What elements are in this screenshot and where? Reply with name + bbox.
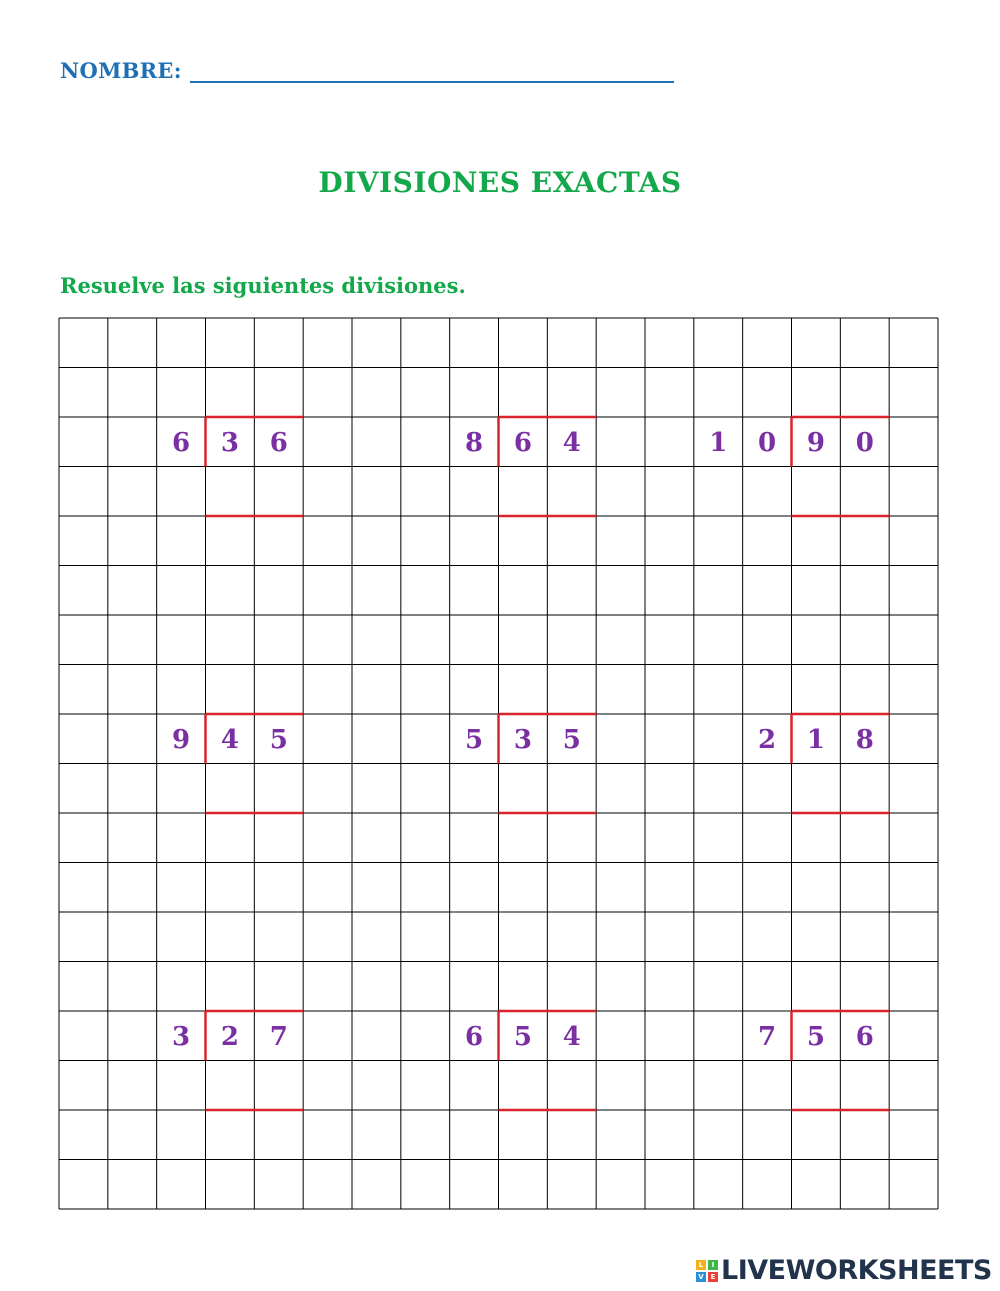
divisor-digit: 0	[758, 427, 777, 458]
dividend-digit: 6	[855, 1021, 874, 1052]
divisor-digit: 5	[465, 724, 484, 755]
dividend-digit: 4	[562, 427, 581, 458]
dividend-digit: 4	[220, 724, 239, 755]
divisor-digit: 6	[172, 427, 191, 458]
dividend-digit: 5	[269, 724, 288, 755]
liveworksheets-logo-icon	[696, 1260, 718, 1282]
dividend-digit: 1	[806, 724, 825, 755]
logo-block-v: V	[696, 1272, 706, 1282]
divisor-digit: 7	[758, 1021, 777, 1052]
dividend-digit: 3	[513, 724, 532, 755]
logo-block-e: E	[708, 1272, 718, 1282]
dividend-digit: 0	[855, 427, 874, 458]
divisor-digit: 3	[172, 1021, 191, 1052]
dividend-digit: 7	[269, 1021, 288, 1052]
dividend-digit: 5	[562, 724, 581, 755]
liveworksheets-logo	[696, 1255, 992, 1286]
divisor-digit: 9	[172, 724, 191, 755]
dividend-digit: 5	[513, 1021, 532, 1052]
dividend-digit: 2	[220, 1021, 239, 1052]
divisor-digit: 1	[709, 427, 728, 458]
dividend-digit: 9	[806, 427, 825, 458]
logo-text: LIVEWORKSHEETS	[721, 1255, 992, 1286]
logo-block-i: I	[708, 1260, 718, 1270]
page-title: DIVISIONES EXACTAS	[318, 166, 682, 199]
dividend-digit: 6	[513, 427, 532, 458]
dividend-digit: 4	[562, 1021, 581, 1052]
divisor-digit: 8	[465, 427, 484, 458]
divisor-digit: 2	[758, 724, 777, 755]
dividend-digit: 6	[269, 427, 288, 458]
dividend-digit: 5	[806, 1021, 825, 1052]
dividend-digit: 8	[855, 724, 874, 755]
divisor-digit: 6	[465, 1021, 484, 1052]
instruction-text: Resuelve las siguientes divisiones.	[60, 273, 466, 298]
dividend-digit: 3	[220, 427, 239, 458]
name-label: NOMBRE:	[60, 58, 182, 83]
logo-block-l: L	[696, 1260, 706, 1270]
